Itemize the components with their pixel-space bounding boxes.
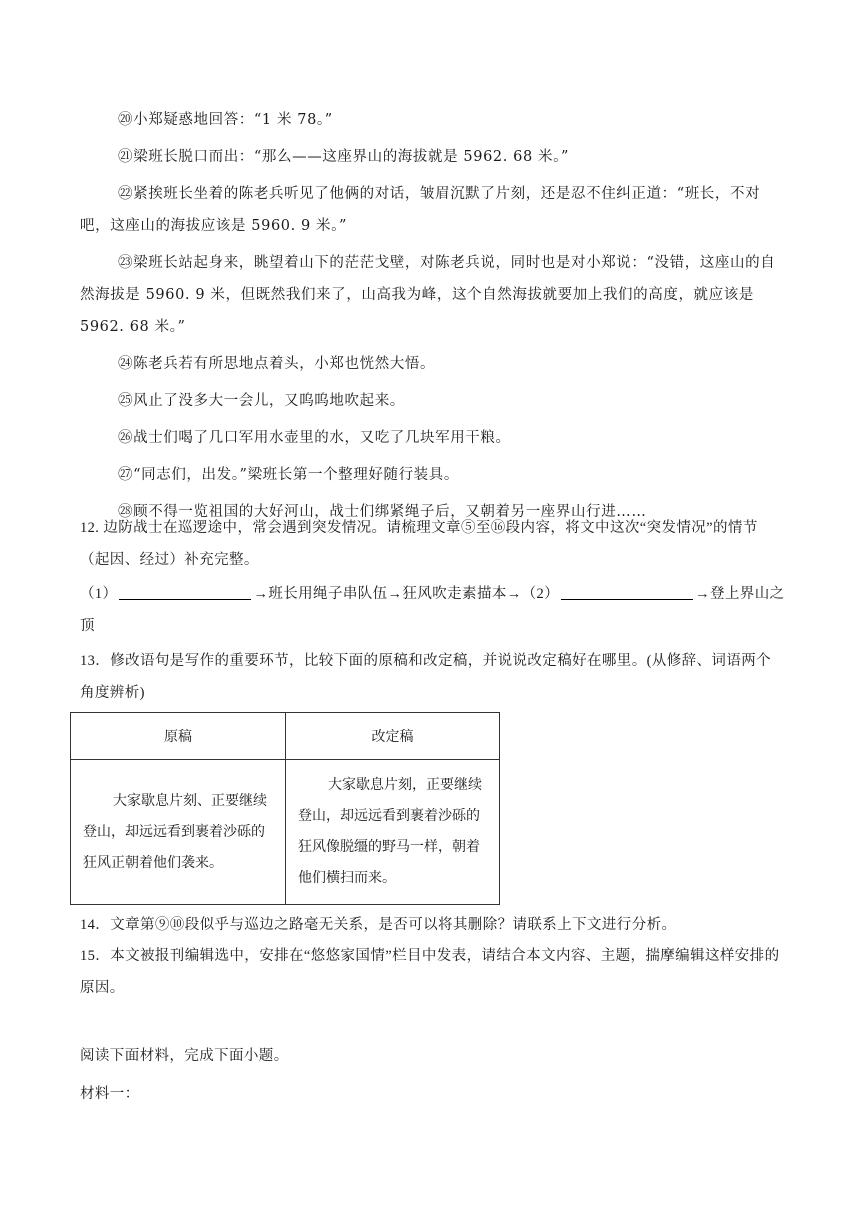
paragraph-26: ㉖战士们喝了几口军用水壶里的水，又吃了几块军用干粮。 [118,430,511,446]
paragraph-22: ㉒紧挨班长坐着的陈老兵听见了他俩的对话，皱眉沉默了片刻，还是忍不住纠正道：“班长，不对吧，这座山的海拔应该是 5960. 9 米。” [80,186,761,234]
question-13-stem: 13．修改语句是写作的重要环节，比较下面的原稿和改定稿，并说说改定稿好在哪里。(从修辞、词语两个角度辨析) [80,653,772,701]
paragraph-24: ㉔陈老兵若有所思地点着头，小郑也恍然大悟。 [118,356,436,372]
header-revised: 改定稿 [286,713,500,760]
table-header-row [71,713,500,760]
passage [80,104,785,533]
paragraph-20: ⑳小郑疑惑地回答：“1 米 78。” [118,112,333,128]
paragraph-27: ㉗“同志们，出发。”梁班长第一个整理好随行装具。 [118,467,459,483]
plot-end-text: →登上界山之顶 [80,586,785,634]
paragraph-21: ㉑梁班长脱口而出：“那么——这座界山的海拔就是 5962. 68 米。” [118,149,569,165]
reading-instruction: 阅读下面材料，完成下面小题。 [80,1048,289,1064]
question-12-blanks [80,578,785,642]
comparison-table [70,712,500,905]
original-text: 大家歇息片刻、正要继续登山，却远远看到裹着沙砾的狂风正朝着他们袭来。 [83,792,267,871]
paragraph-23: ㉓梁班长站起身来，眺望着山下的茫茫戈壁，对陈老兵说，同时也是对小郑说：“没错，这座山的自然海拔是 5960. 9 米，但既然我们来了，山高我为峰，这个自然海拔就要加上我们的高度，就应该是 5962. 68 米。” [80,255,776,335]
paragraph-25: ㉕风止了没多大一会儿，又呜呜地吹起来。 [118,393,405,409]
answer-blank-1[interactable] [119,583,251,600]
answer-blank-2[interactable] [561,583,693,600]
cell-original [71,760,286,905]
plot-middle-text: →班长用绳子串队伍→狂风吹走素描本→（2） [253,586,560,602]
blank-1-label: （1） [80,586,118,602]
question-12-stem: 12. 边防战士在巡逻途中，常会遇到突发情况。请梳理文章⑤至⑯段内容，将文中这次“突发情况”的情节（起因、经过）补充完整。 [80,520,758,568]
paragraph-28: ㉘顾不得一览祖国的大好河山，战士们绑紧绳子后，又朝着另一座界山行进…… [118,504,647,520]
table-row [71,760,500,905]
revised-text: 大家歇息片刻，正要继续登山，却远远看到裹着沙砾的狂风像脱缰的野马一样，朝着他们横扫而来。 [298,777,482,886]
question-15: 15．本文被报刊编辑选中，安排在“悠悠家国情”栏目中发表，请结合本文内容、主题，揣摩编辑这样安排的原因。 [80,948,780,996]
cell-revised [286,760,500,905]
material-one-label: 材料一： [80,1086,140,1102]
question-14: 14．文章第⑨⑩段似乎与巡边之路毫无关系，是否可以将其删除？请联系上下文进行分析。 [80,917,677,933]
header-original: 原稿 [71,713,286,760]
